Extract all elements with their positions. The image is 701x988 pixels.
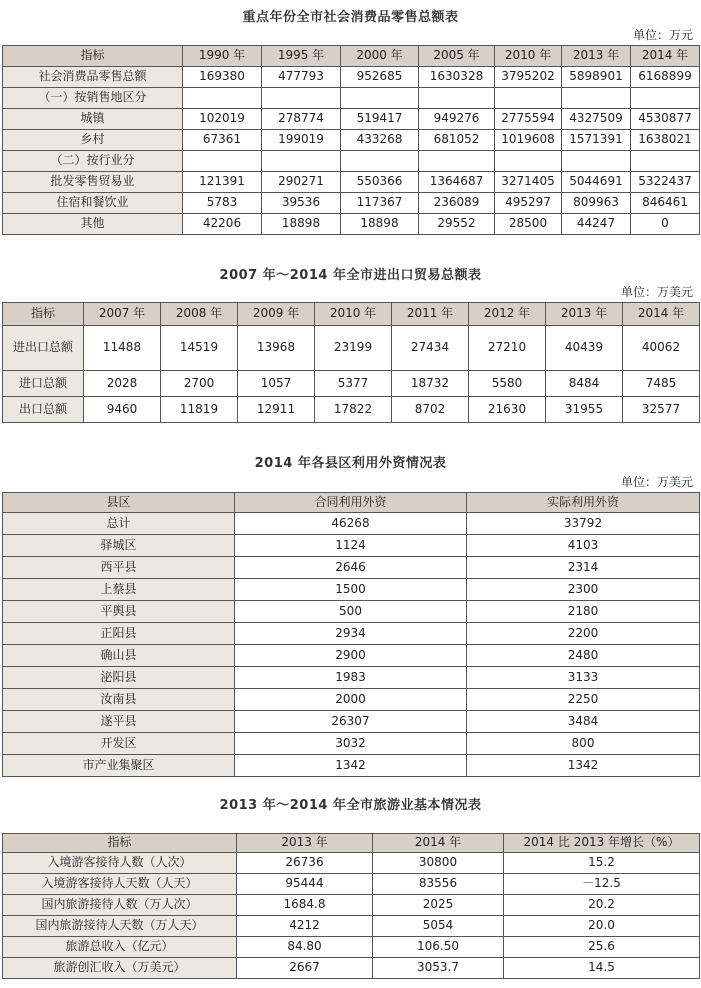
table-cell: 67361 <box>183 130 262 151</box>
table-cell: 0 <box>631 214 700 235</box>
table-cell: 3032 <box>235 733 467 755</box>
table-row <box>3 916 700 937</box>
table-cell: 26736 <box>237 853 373 874</box>
table-cell: 3133 <box>467 667 700 689</box>
row-label: （一）按销售地区分 <box>3 88 183 109</box>
column-header: 2010 年 <box>495 46 562 67</box>
table-row <box>3 130 700 151</box>
table-cell: 949276 <box>419 109 495 130</box>
table-row <box>3 579 700 601</box>
table-cell: 14519 <box>161 326 238 371</box>
table-cell: 3053.7 <box>373 958 504 979</box>
table-cell <box>341 88 419 109</box>
row-label: 出口总额 <box>3 397 84 423</box>
table-cell: 236089 <box>419 193 495 214</box>
table-row <box>3 397 700 423</box>
column-header: 2011 年 <box>392 303 469 326</box>
table-cell: 169380 <box>183 67 262 88</box>
row-label: 其他 <box>3 214 183 235</box>
table-cell: 2000 <box>235 689 467 711</box>
table-cell: 1500 <box>235 579 467 601</box>
table-row <box>3 958 700 979</box>
table-cell: 2180 <box>467 601 700 623</box>
table-row <box>3 733 700 755</box>
table-row <box>3 755 700 777</box>
table-cell: 1124 <box>235 535 467 557</box>
table-cell <box>262 151 341 172</box>
table-row <box>3 513 700 535</box>
table-cell <box>183 88 262 109</box>
table-cell: 4212 <box>237 916 373 937</box>
row-label: 开发区 <box>3 733 235 755</box>
table-cell: 102019 <box>183 109 262 130</box>
trade-table-unit: 单位：万美元 <box>620 285 693 299</box>
table-cell: 30800 <box>373 853 504 874</box>
table-cell: 1571391 <box>562 130 631 151</box>
row-label: 国内旅游接待人天数（万人天） <box>3 916 237 937</box>
table-cell: 6168899 <box>631 67 700 88</box>
column-header: 2008 年 <box>161 303 238 326</box>
row-label: 西平县 <box>3 557 235 579</box>
row-label: 总计 <box>3 513 235 535</box>
table-row <box>3 895 700 916</box>
table-cell: 1983 <box>235 667 467 689</box>
table-cell: 28500 <box>495 214 562 235</box>
column-header: 2010 年 <box>315 303 392 326</box>
table-cell: 2934 <box>235 623 467 645</box>
table-cell: 2646 <box>235 557 467 579</box>
table-cell: 550366 <box>341 172 419 193</box>
table-cell: 9460 <box>84 397 161 423</box>
table-cell: 12911 <box>238 397 315 423</box>
table-cell: 290271 <box>262 172 341 193</box>
row-label: 批发零售贸易业 <box>3 172 183 193</box>
foreign-capital-table <box>2 492 700 777</box>
table-cell: 2028 <box>84 371 161 397</box>
column-header: 2005 年 <box>419 46 495 67</box>
table-header-row <box>3 46 700 67</box>
column-header: 2014 比 2013 年增长（%） <box>504 834 700 853</box>
table-cell: 39536 <box>262 193 341 214</box>
table-cell: 278774 <box>262 109 341 130</box>
table-cell: 5377 <box>315 371 392 397</box>
table-row <box>3 937 700 958</box>
table-cell <box>183 151 262 172</box>
table-cell: 40062 <box>623 326 700 371</box>
table-header-row <box>3 834 700 853</box>
row-label: 汝南县 <box>3 689 235 711</box>
table-cell <box>419 151 495 172</box>
table-cell: 106.50 <box>373 937 504 958</box>
column-header: 合同利用外资 <box>235 493 467 513</box>
table-cell: 21630 <box>469 397 546 423</box>
table-cell: 27210 <box>469 326 546 371</box>
table-cell: 2025 <box>373 895 504 916</box>
row-label: 国内旅游接待人数（万人次） <box>3 895 237 916</box>
table-cell: 25.6 <box>504 937 700 958</box>
table-cell: 2700 <box>161 371 238 397</box>
table-cell: 495297 <box>495 193 562 214</box>
trade-table-title: 2007 年～2014 年全市进出口贸易总额表 <box>219 268 482 283</box>
table-cell: 20.2 <box>504 895 700 916</box>
table-cell: 121391 <box>183 172 262 193</box>
table-cell: 4530877 <box>631 109 700 130</box>
table-cell <box>495 88 562 109</box>
table-cell: 5322437 <box>631 172 700 193</box>
table-cell: 14.5 <box>504 958 700 979</box>
table-row <box>3 601 700 623</box>
table-cell: 46268 <box>235 513 467 535</box>
table-cell <box>419 88 495 109</box>
table-cell: 2314 <box>467 557 700 579</box>
table-cell <box>562 151 631 172</box>
column-header: 2014 年 <box>623 303 700 326</box>
table-cell: 2667 <box>237 958 373 979</box>
row-label: 泌阳县 <box>3 667 235 689</box>
table-cell: 23199 <box>315 326 392 371</box>
table-cell: 2300 <box>467 579 700 601</box>
retail-table-title: 重点年份全市社会消费品零售总额表 <box>242 10 459 25</box>
table-cell: 32577 <box>623 397 700 423</box>
table-cell: 26307 <box>235 711 467 733</box>
table-cell: 3271405 <box>495 172 562 193</box>
table-cell: 40439 <box>546 326 623 371</box>
table-cell: 1342 <box>235 755 467 777</box>
table-row <box>3 874 700 895</box>
column-header: 2013 年 <box>546 303 623 326</box>
table-row <box>3 557 700 579</box>
table-cell: 1364687 <box>419 172 495 193</box>
table-cell <box>262 88 341 109</box>
column-header: 指标 <box>3 834 237 853</box>
table-cell: 3484 <box>467 711 700 733</box>
table-cell <box>631 88 700 109</box>
table-row <box>3 689 700 711</box>
column-header: 指标 <box>3 46 183 67</box>
row-label: 进出口总额 <box>3 326 84 371</box>
table-cell: 846461 <box>631 193 700 214</box>
table-cell: 2200 <box>467 623 700 645</box>
retail-sales-table <box>2 45 700 235</box>
table-cell: 44247 <box>562 214 631 235</box>
table-row <box>3 371 700 397</box>
table-cell: 5898901 <box>562 67 631 88</box>
table-cell: 681052 <box>419 130 495 151</box>
table-row <box>3 172 700 193</box>
table-cell: 18898 <box>262 214 341 235</box>
row-label: 城镇 <box>3 109 183 130</box>
tourism-table <box>2 833 700 979</box>
table-cell: 5054 <box>373 916 504 937</box>
table-header-row <box>3 303 700 326</box>
column-header: 1990 年 <box>183 46 262 67</box>
row-label: 确山县 <box>3 645 235 667</box>
table-cell: －12.5 <box>504 874 700 895</box>
table-cell: 31955 <box>546 397 623 423</box>
table-cell: 1684.8 <box>237 895 373 916</box>
table-row <box>3 645 700 667</box>
column-header: 2007 年 <box>84 303 161 326</box>
table-cell: 433268 <box>341 130 419 151</box>
retail-table-unit: 单位：万元 <box>632 28 693 42</box>
table-cell: 5044691 <box>562 172 631 193</box>
table-cell: 83556 <box>373 874 504 895</box>
table-cell: 11488 <box>84 326 161 371</box>
column-header: 2012 年 <box>469 303 546 326</box>
table-row <box>3 535 700 557</box>
table-row <box>3 214 700 235</box>
table-cell: 3795202 <box>495 67 562 88</box>
table-cell: 477793 <box>262 67 341 88</box>
trade-table <box>2 302 700 423</box>
column-header: 实际利用外资 <box>467 493 700 513</box>
row-label: 遂平县 <box>3 711 235 733</box>
table-cell: 2250 <box>467 689 700 711</box>
table-cell: 5783 <box>183 193 262 214</box>
table-cell: 18898 <box>341 214 419 235</box>
table-header-row <box>3 493 700 513</box>
table-cell: 2775594 <box>495 109 562 130</box>
table-cell: 1057 <box>238 371 315 397</box>
table-row <box>3 88 700 109</box>
table-row <box>3 109 700 130</box>
table-cell: 809963 <box>562 193 631 214</box>
table-cell: 17822 <box>315 397 392 423</box>
row-label: 上蔡县 <box>3 579 235 601</box>
table-cell <box>495 151 562 172</box>
table-cell: 4103 <box>467 535 700 557</box>
row-label: 住宿和餐饮业 <box>3 193 183 214</box>
table-cell: 15.2 <box>504 853 700 874</box>
row-label: 驿城区 <box>3 535 235 557</box>
column-header: 2014 年 <box>631 46 700 67</box>
table-cell: 84.80 <box>237 937 373 958</box>
column-header: 2014 年 <box>373 834 504 853</box>
column-header: 2013 年 <box>237 834 373 853</box>
column-header: 2009 年 <box>238 303 315 326</box>
table-row <box>3 623 700 645</box>
row-label: 正阳县 <box>3 623 235 645</box>
table-cell: 519417 <box>341 109 419 130</box>
table-cell: 13968 <box>238 326 315 371</box>
table-cell <box>562 88 631 109</box>
table-cell: 33792 <box>467 513 700 535</box>
column-header: 县区 <box>3 493 235 513</box>
column-header: 指标 <box>3 303 84 326</box>
table-cell: 117367 <box>341 193 419 214</box>
table-cell: 4327509 <box>562 109 631 130</box>
table-cell: 800 <box>467 733 700 755</box>
row-label: 乡村 <box>3 130 183 151</box>
table-row <box>3 326 700 371</box>
column-header: 2013 年 <box>562 46 631 67</box>
table-row <box>3 667 700 689</box>
row-label: 市产业集聚区 <box>3 755 235 777</box>
table-cell: 8484 <box>546 371 623 397</box>
table-cell: 1019608 <box>495 130 562 151</box>
table-cell: 2900 <box>235 645 467 667</box>
table-cell: 952685 <box>341 67 419 88</box>
row-label: 平舆县 <box>3 601 235 623</box>
table-cell <box>341 151 419 172</box>
table-row <box>3 151 700 172</box>
table-row <box>3 67 700 88</box>
foreign-capital-table-title: 2014 年各县区利用外资情况表 <box>254 456 447 471</box>
row-label: 入境游客接待人天数（人天） <box>3 874 237 895</box>
row-label: 社会消费品零售总额 <box>3 67 183 88</box>
row-label: 入境游客接待人数（人次） <box>3 853 237 874</box>
table-row <box>3 853 700 874</box>
table-cell: 2480 <box>467 645 700 667</box>
row-label: （二）按行业分 <box>3 151 183 172</box>
table-cell: 1638021 <box>631 130 700 151</box>
table-cell: 18732 <box>392 371 469 397</box>
table-cell <box>631 151 700 172</box>
table-cell: 42206 <box>183 214 262 235</box>
table-cell: 1630328 <box>419 67 495 88</box>
table-cell: 5580 <box>469 371 546 397</box>
foreign-capital-table-unit: 单位：万美元 <box>620 475 693 489</box>
table-cell: 20.0 <box>504 916 700 937</box>
table-cell: 11819 <box>161 397 238 423</box>
table-row <box>3 193 700 214</box>
column-header: 1995 年 <box>262 46 341 67</box>
row-label: 进口总额 <box>3 371 84 397</box>
table-cell: 27434 <box>392 326 469 371</box>
table-row <box>3 711 700 733</box>
table-cell: 1342 <box>467 755 700 777</box>
column-header: 2000 年 <box>341 46 419 67</box>
table-cell: 8702 <box>392 397 469 423</box>
tourism-table-title: 2013 年～2014 年全市旅游业基本情况表 <box>219 798 482 813</box>
row-label: 旅游创汇收入（万美元） <box>3 958 237 979</box>
row-label: 旅游总收入（亿元） <box>3 937 237 958</box>
table-cell: 29552 <box>419 214 495 235</box>
table-cell: 500 <box>235 601 467 623</box>
table-cell: 95444 <box>237 874 373 895</box>
table-cell: 7485 <box>623 371 700 397</box>
table-cell: 199019 <box>262 130 341 151</box>
